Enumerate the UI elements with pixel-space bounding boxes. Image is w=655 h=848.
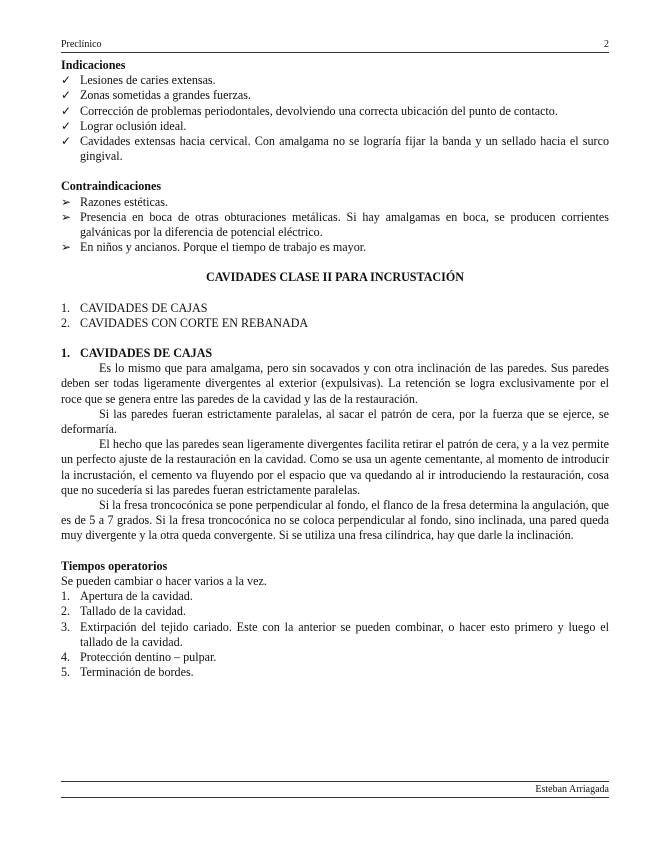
tiempos-heading: Tiempos operatorios: [61, 558, 168, 573]
item-text: Apertura de la cavidad.: [80, 589, 193, 604]
cajas-title: CAVIDADES DE CAJAS: [80, 346, 213, 361]
list-item: [61, 119, 609, 134]
list-item: [61, 620, 609, 650]
cajas-heading: [61, 346, 609, 361]
list-item: [61, 589, 609, 604]
contraindicaciones-list: [61, 195, 609, 256]
item-number: 2.: [61, 604, 71, 619]
paragraph: El hecho que las paredes sean ligeramente divergentes facilita retirar el patrón de cera, y a la vez permite un perfecto ajuste de la restauración en la cavidad. Como se usa un agente cementante, al momento de introducir la incrustación, el cemento va fluyendo por el espacio que va quedando al ir introduciendo la restauración, cosa que no sucedería si las paredes fueran estrictamente paralelas.: [61, 437, 609, 497]
header-title: Preclínico: [61, 39, 102, 50]
toc-number: 1.: [61, 300, 71, 315]
check-icon: ✓: [61, 103, 72, 118]
item-number: 1.: [61, 589, 71, 604]
list-item-text: Corrección de problemas periodontales, devolviendo una correcta ubicación del punto de contacto.: [80, 103, 558, 118]
indicaciones-list: [61, 73, 609, 164]
toc-list: [61, 301, 609, 331]
list-item-text: Presencia en boca de otras obturaciones metálicas. Si hay amalgamas en boca, se producen corrientes galvánicas por la diferencia de potencial eléctrico.: [80, 209, 609, 240]
contraindicaciones-heading: Contraindicaciones: [61, 179, 162, 194]
list-item: [61, 240, 609, 255]
check-icon: ✓: [61, 88, 72, 103]
item-text: Extirpación del tejido cariado. Este con la anterior se pueden combinar, o hacer esto primero y luego el tallado de la cavidad.: [80, 619, 609, 649]
tiempos-list: [61, 589, 609, 680]
check-icon: ✓: [61, 73, 72, 88]
item-text: Tallado de la cavidad.: [80, 604, 186, 619]
list-item: [61, 73, 609, 88]
check-icon: ✓: [61, 134, 72, 149]
item-text: Protección dentino – pulpar.: [80, 649, 217, 664]
toc-item: [61, 316, 609, 331]
arrow-icon: ➢: [61, 194, 72, 209]
list-item: [61, 104, 609, 119]
paragraph: Si las paredes fueran estrictamente paralelas, al sacar el patrón de cera, por la fuerza que se ejerce, se deformaría.: [61, 406, 609, 437]
toc-text: CAVIDADES DE CAJAS: [80, 300, 208, 315]
list-item: [61, 604, 609, 619]
footer-author: Esteban Arriagada: [535, 784, 609, 795]
list-item: [61, 210, 609, 240]
list-item: [61, 134, 609, 164]
check-icon: ✓: [61, 118, 72, 133]
list-item-text: Lograr oclusión ideal.: [80, 118, 187, 133]
tiempos-intro: Se pueden cambiar o hacer varios a la vez.: [61, 573, 267, 588]
list-item-text: Razones estéticas.: [80, 194, 168, 209]
list-item: [61, 650, 609, 665]
item-number: 5.: [61, 665, 71, 680]
toc-text: CAVIDADES CON CORTE EN REBANADA: [80, 315, 309, 330]
list-item: [61, 665, 609, 680]
page-header: [61, 38, 609, 53]
list-item-text: Cavidades extensas hacia cervical. Con amalgama no se lograría fijar la banda y un sellado hacia el surco gingival.: [80, 134, 609, 164]
cajas-number: 1.: [61, 346, 71, 361]
arrow-icon: ➢: [61, 209, 72, 224]
page-footer: [61, 781, 609, 798]
toc-item: [61, 301, 609, 316]
page-number: 2: [604, 39, 609, 50]
toc-number: 2.: [61, 315, 71, 330]
list-item-text: En niños y ancianos. Porque el tiempo de trabajo es mayor.: [80, 240, 367, 255]
arrow-icon: ➢: [61, 240, 72, 255]
page-content: [61, 58, 609, 680]
list-item: [61, 88, 609, 103]
list-item-text: Zonas sometidas a grandes fuerzas.: [80, 88, 251, 103]
item-text: Terminación de bordes.: [80, 665, 194, 680]
item-number: 3.: [61, 619, 71, 634]
paragraph: Si la fresa troncocónica se pone perpendicular al fondo, el flanco de la fresa determina la angulación, que es de 5 a 7 grados. Si la fresa troncocónica no se coloca perpendicular al fondo, sino inclinada, una pared queda muy divergente y la otra queda convergente. Si se utiliza una fresa cilíndrica, hay que darle la inclinación.: [61, 498, 609, 543]
indicaciones-heading: Indicaciones: [61, 58, 126, 72]
list-item-text: Lesiones de caries extensas.: [80, 73, 216, 88]
item-number: 4.: [61, 649, 71, 664]
paragraph: Es lo mismo que para amalgama, pero sin socavados y con otra inclinación de las paredes. Sus paredes deben ser todas ligeramente divergentes al exterior (expulsivas). La retención se logra exclusivamente por el roce que se genera entre las paredes de la cavidad y las de la restauración.: [61, 361, 609, 406]
section-title: CAVIDADES CLASE II PARA INCRUSTACIÓN: [205, 270, 465, 285]
list-item: [61, 195, 609, 210]
